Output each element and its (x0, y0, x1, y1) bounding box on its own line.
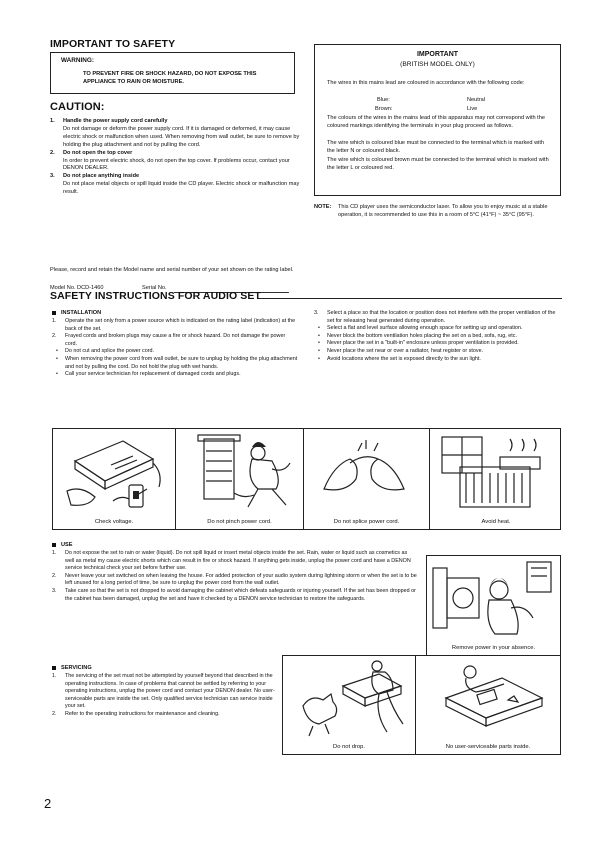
inst-bullet-text: Never place the set in a "built-in" enclosure unless proper ventilation is provided. (327, 340, 519, 347)
inst-bullet-text: When removing the power cord from wall outlet, be sure to unplug by holding the plug attachment and not by pulling the cord. Do not hold the plug with wet hands. (65, 355, 298, 370)
splice-cord-illustration (304, 429, 429, 519)
inst-bullet: • Never block the bottom ventilation holes placing the set on a bed, sofa, rug, etc. (318, 332, 517, 339)
serv-num: 1. (52, 673, 57, 679)
caption-no-user-parts: No user-serviceable parts inside. (445, 744, 531, 750)
caption-check-voltage: Check voltage. (94, 519, 134, 525)
important-body2: The wire which is coloured blue must be connected to the terminal which is marked with the letter N or coloured black. (327, 140, 545, 154)
caution-item (50, 118, 302, 150)
use-num: 3. (52, 587, 57, 594)
installation-title (52, 310, 101, 318)
serv-num: 2. (52, 710, 57, 717)
wire-live: Live (467, 106, 478, 112)
inst-bullet-text: Never block the bottom ventilation holes placing the set on a bed, sofa, rug, etc. (327, 332, 517, 339)
inst-item (52, 333, 298, 348)
illustration-strip (52, 428, 561, 530)
warning-label: WARNING: (61, 57, 95, 64)
warning-box (50, 52, 295, 94)
inst-item (314, 310, 561, 325)
inst-bullet-text: Call your service technician for replacement of damaged cords and plugs. (65, 371, 241, 378)
note-label: NOTE: (314, 204, 332, 210)
pinch-cord-illustration (176, 429, 303, 519)
model-label: Model No. DCD-1460 (50, 285, 104, 291)
important-intro: The wires in this mains lead are coloured in accordance with the following code: (327, 80, 525, 86)
audio-title-rule (258, 298, 562, 299)
use-label: USE (61, 542, 73, 548)
servicing-panel (282, 655, 561, 755)
inst-num: 3. (314, 310, 319, 316)
page-number: 2 (44, 796, 52, 811)
wire-brown: Brown: (375, 106, 393, 112)
caution-head: Handle the power supply cord carefully (63, 118, 168, 124)
use-title (52, 542, 73, 550)
use-text: Never leave your set switched on when leaving the house. For added protection of your audio system during lightning storm or when the set is to be left unused for a long period of time, be sure to unplug the power cord from the wall outlet. (65, 572, 417, 587)
caution-num: 1. (50, 118, 55, 124)
use-text: Take care so that the set is not dropped to avoid damaging the cabinet which defeats safeguards or injuring yourself. If the set has been dropped or the cabinet has been damaged, unplug the set and have it checked by a DENON service technician to restore the safeguards. (65, 587, 416, 602)
inst-item (52, 318, 298, 333)
inst-text: Frayed cords and broken plugs may cause a fire or shock hazard. Do not damage the power cord. (65, 333, 286, 347)
inst-num: 2. (52, 333, 57, 340)
installation-label: INSTALLATION (61, 310, 102, 316)
use-item (52, 588, 417, 603)
inst-text: Select a place so that the location or position does not interfere with the proper ventilation of the set for releasing heat generated during operation. (327, 310, 556, 324)
serv-text: The servicing of the set must not be attempted by yourself beyond that described in the operating instructions. In case of problems that cannot be settled by referring to your operating instructions, unplug the power cord and contact your DENON dealer. No user-serviceable parts are inside the set. Only qualified service technician can service inside your set. (65, 673, 275, 710)
important-body: The colours of the wires in the mains lead of this apparatus may not correspond with the coloured markings identifying the terminals in your plug proceed as follows. (327, 115, 545, 129)
caption-do-not-drop: Do not drop. (333, 744, 365, 750)
caption-remove-power: Remove power in your absence. (451, 645, 536, 651)
inst-text: Operate the set only from a power source which is indicated on the rating label (indication) at the back of the set. (65, 318, 296, 332)
servicing-label: SERVICING (61, 665, 92, 671)
caption-splice-cord: Do not splice power cord. (333, 519, 400, 525)
caption-pinch-cord: Do not pinch power cord. (207, 519, 272, 525)
caution-body: In order to prevent electric shock, do not open the top cover. If problems occur, contact your DENON DEALER. (63, 157, 290, 172)
use-item (52, 550, 417, 573)
inst-bullet: • Never place the set near or over a radiator, heat register or stove. (318, 347, 484, 354)
bullet-square (52, 311, 56, 315)
audio-title: SAFETY INSTRUCTIONS FOR AUDIO SET (50, 290, 261, 302)
servicing-list (52, 673, 280, 719)
wire-blue: Blue: (377, 97, 390, 103)
retain-text: Please, record and retain the Model name and serial number of your set shown on the rating label. (50, 267, 294, 273)
caution-body: Do not damage or deform the power supply cord. If it is damaged or deformed, it may cause electric shock or malfunction when used. When removing from wall outlet, be sure to remove by holding the plug attachment and not by pulling the cord. (63, 125, 300, 148)
do-not-drop-illustration (283, 656, 415, 742)
warning-text: TO PREVENT FIRE OR SHOCK HAZARD, DO NOT EXPOSE THIS APPLIANCE TO RAIN OR MOISTURE. (83, 71, 257, 86)
absence-panel (426, 555, 561, 656)
inst-bullet-text: Select a flat and level surface allowing enough space for setting up and operation. (327, 325, 523, 332)
use-item (52, 573, 417, 588)
safety-title: IMPORTANT TO SAFETY (50, 38, 176, 50)
bullet-square (52, 543, 56, 547)
use-num: 1. (52, 550, 57, 556)
caution-head: Do not open the top cover (63, 149, 133, 156)
caution-item (50, 150, 302, 174)
caution-head: Do not place anything inside (63, 173, 140, 180)
caution-num: 2. (50, 149, 55, 156)
installation-right (314, 310, 561, 363)
inst-bullet: • Do not cut and splice the power cord. (56, 348, 154, 355)
avoid-heat-illustration (430, 429, 562, 519)
note-text: This CD player uses the semiconductor laser. To allow you to enjoy music at a stable operation, it is recommended to use this in a room of 5°C (41°F) ~ 35°C (95°F). (338, 204, 548, 218)
inst-bullet: • Avoid locations where the set is exposed directly to the sun light. (318, 355, 481, 362)
inst-bullet: • When removing the power cord from wall outlet, be sure to unplug by holding the plug attachment and not by pulling the cord. Do not hold the plug with wet hands. (56, 355, 298, 370)
inst-bullet-text: Do not cut and splice the power cord. (65, 348, 154, 355)
important-box (314, 44, 561, 196)
inst-bullet: • Never place the set in a "built-in" enclosure unless proper ventilation is provided. (318, 340, 519, 347)
caption-avoid-heat: Avoid heat. (481, 519, 511, 525)
use-num: 2. (52, 572, 57, 579)
no-user-parts-illustration (416, 656, 560, 742)
inst-num: 1. (52, 318, 57, 324)
bullet-square (52, 666, 56, 670)
caution-title: CAUTION: (50, 101, 105, 113)
check-voltage-illustration (53, 429, 175, 519)
wire-neutral: Neutral (467, 97, 486, 103)
use-list (52, 550, 417, 603)
important-subtitle: (BRITISH MODEL ONLY) (400, 61, 475, 68)
important-title: IMPORTANT (416, 51, 459, 58)
important-body3: The wire which is coloured brown must be connected to the terminal which is marked with the letter L or coloured red. (327, 157, 549, 171)
caution-num: 3. (50, 173, 55, 180)
serial-label: Serial No. (142, 285, 167, 291)
servicing-title (52, 665, 92, 673)
serv-item (52, 711, 280, 719)
caution-body: Do not place metal objects or spill liquid inside the CD player. Electric shock or malfunction may result. (63, 181, 300, 196)
inst-bullet: • Call your service technician for replacement of damaged cords and plugs. (56, 371, 241, 378)
inst-bullet: • Select a flat and level surface allowing enough space for setting up and operation. (318, 325, 523, 332)
remove-power-illustration (427, 556, 560, 642)
serv-text: Refer to the operating instructions for maintenance and cleaning. (65, 710, 220, 717)
serv-item (52, 673, 280, 711)
use-text: Do not expose the set to rain or water (liquid). Do not spill liquid or insert metal objects inside the set. Rain, water or liquid such as cosmetics as well as metal my cause electric shorts which can result in fire or shock hazard. If anything gets inside, unplug the power cord and have a DENON service technical check your set before further use. (65, 550, 411, 572)
installation-left (52, 318, 298, 379)
inst-bullet-text: Never place the set near or over a radiator, heat register or stove. (327, 347, 484, 354)
caution-item (50, 173, 302, 197)
inst-bullet-text: Avoid locations where the set is exposed directly to the sun light. (327, 355, 481, 362)
caution-list (50, 118, 302, 197)
